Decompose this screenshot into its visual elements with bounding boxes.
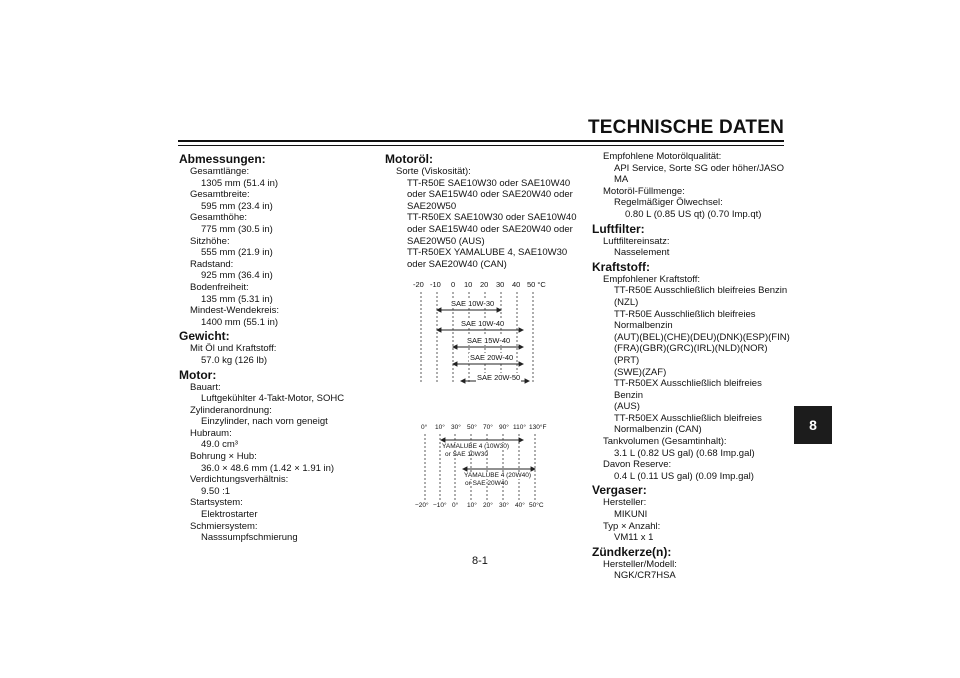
spec-value: 925 mm (36.4 in) [201,270,273,282]
spec-value: (FRA)(GBR)(GRC)(IRL)(NLD)(NOR)(PRT) [614,343,768,366]
spec-value: 0.80 L (0.85 US qt) (0.70 Imp.qt) [625,208,762,220]
spec-label: Bauart: [190,381,221,393]
spec-label: Bohrung × Hub: [190,451,257,463]
spec-value: (NZL) [614,296,639,308]
spec-value: Elektrostarter [201,509,258,521]
spec-label: Bodenfreiheit: [190,281,249,293]
spec-value: TT-R50EX YAMALUBE 4, SAE10W30 [407,247,568,259]
spec-value: Nasselement [614,247,670,259]
spec-label: Gesamtbreite: [190,189,250,201]
heading-abmessungen: Abmessungen: [179,152,266,166]
spec-value: VM11 x 1 [614,532,654,544]
spec-value: MA [614,174,629,186]
page-number: 8-1 [472,555,488,567]
tick-label-f: 30° [451,424,461,431]
spec-value: 36.0 × 48.6 mm (1.42 × 1.91 in) [201,462,335,474]
spec-value: 57.0 kg (126 lb) [201,354,268,366]
spec-value: 1400 mm (55.1 in) [201,316,279,328]
tick-label-c: 40° [515,502,525,509]
spec-value: 9.50 :1 [201,485,231,497]
header-rule-thin [178,145,784,146]
spec-value: oder SAE15W40 oder SAE20W40 oder [407,223,573,235]
tick-label-c: 30° [499,502,509,509]
heading-vergaser: Vergaser: [592,483,647,498]
spec-label: Verdichtungsverhältnis: [190,474,289,486]
spec-label: Luftfiltereinsatz: [603,235,670,247]
spec-value: (AUT)(BEL)(CHE)(DEU)(DNK)(ESP)(FIN) [614,331,790,343]
heading-gewicht: Gewicht: [179,329,230,344]
tick-label-f: 110° [513,424,526,431]
spec-sublabel: Regelmäßiger Ölwechsel: [614,197,723,209]
spec-value: SAE20W50 [407,200,457,212]
tick-label-c: −10° [433,502,447,509]
spec-value: Normalbenzin (CAN) [614,424,702,436]
spec-label: Empfohlene Motorölqualität: [603,151,722,162]
tick-label-f: 130°F [529,424,547,431]
spec-value: API Service, Sorte SG oder höher/JASO [614,162,785,174]
grade-label: SAE 20W-40 [470,353,514,362]
spec-value: 0.4 L (0.11 US gal) (0.09 Imp.gal) [614,470,754,482]
spec-value: MIKUNI [614,509,648,521]
spec-value: oder SAE20W40 (CAN) [407,258,507,270]
spec-label: Gesamthöhe: [190,212,248,224]
spec-label: Gesamtlänge: [190,166,250,177]
yamalube-diagram-lines [405,424,565,514]
spec-value: Normalbenzin [614,320,673,332]
tick-label-f: 0° [421,424,428,431]
tick-label: 10 [464,280,473,289]
spec-value: Einzylinder, nach vorn geneigt [201,416,328,428]
tick-label: 0 [451,280,456,289]
spec-value: Luftgekühlter 4-Takt-Motor, SOHC [201,393,345,405]
spec-label: Davon Reserve: [603,459,672,471]
tick-label-c: 10° [467,502,477,509]
spec-label: Empfohlener Kraftstoff: [603,273,700,285]
tick-label: 30 [496,280,505,289]
spec-label: Typ × Anzahl: [603,520,661,532]
grade-label: SAE 10W-30 [451,299,495,308]
spec-label: Motoröl-Füllmenge: [603,185,685,197]
tick-label: -10 [430,280,441,289]
spec-value: 595 mm (23.4 in) [201,200,273,212]
viscosity-diagram-lines [405,280,565,388]
spec-label: Schmiersystem: [190,520,258,532]
spec-label: Hersteller: [603,497,647,509]
tick-label-f: 50° [467,424,477,431]
spec-value: NGK/CR7HSA [614,570,676,582]
tick-label-f: 10° [435,424,445,431]
spec-value: TT-R50EX Ausschließlich bleifreies Benzin [614,378,762,401]
spec-value: Nasssumpfschmierung [201,532,298,544]
spec-value: (SWE)(ZAF) [614,366,667,378]
heading-kraftstoff: Kraftstoff: [592,259,650,274]
spec-label: Sorte (Viskosität): [396,166,471,177]
spec-value: 1305 mm (51.4 in) [201,177,279,189]
spec-value: 3.1 L (0.82 US gal) (0.68 Imp.gal) [614,447,755,459]
spec-value: 49.0 cm³ [201,439,238,451]
spec-label: Hersteller/Modell: [603,558,677,570]
grade-label: YAMALUBE 4 (20W40) [464,472,532,479]
viscosity-diagram-celsius [405,280,565,388]
spec-value: (AUS) [614,401,640,413]
tick-label-c: −20° [415,502,429,509]
grade-label: SAE 10W-40 [461,319,505,328]
spec-value: TT-R50EX Ausschließlich bleifreies [614,412,762,424]
spec-value: TT-R50E Ausschließlich bleifreies Benzin [614,285,788,297]
tick-label: 20 [480,280,489,289]
spec-value: SAE20W50 (AUS) [407,235,485,247]
viscosity-diagram-yamalube [405,424,565,514]
heading-zuendkerze: Zündkerze(n): [592,544,672,559]
spec-value: 555 mm (21.9 in) [201,247,273,259]
heading-luftfilter: Luftfilter: [592,221,645,236]
page-title: TECHNISCHE DATEN [587,117,784,138]
grade-label: SAE 20W-50 [477,373,521,382]
tick-label: 40 [512,280,521,289]
tick-label-c: 20° [483,502,493,509]
tick-label-c: 50°C [529,502,544,509]
column-3 [592,151,792,582]
spec-label: Hubraum: [190,427,232,439]
spec-label: Sitzhöhe: [190,235,230,247]
spec-label: Radstand: [190,258,234,270]
tick-label-c: 0° [452,502,459,509]
grade-label: or SAE 10W30 [445,451,488,458]
tick-label: 50 °C [527,280,546,289]
grade-label: YAMALUBE 4 (10W30) [442,443,510,450]
grade-label: or SAE 20W40 [465,480,508,487]
spec-label: Zylinderanordnung: [190,404,272,416]
tick-label-f: 90° [499,424,509,431]
spec-value: TT-R50E SAE10W30 oder SAE10W40 [407,177,571,189]
spec-value: TT-R50EX SAE10W30 oder SAE10W40 [407,212,577,224]
spec-value: 775 mm (30.5 in) [201,223,273,235]
grade-label: SAE 15W-40 [467,336,511,345]
spec-value: 135 mm (5.31 in) [201,293,273,305]
tick-label-f: 70° [483,424,493,431]
spec-value: oder SAE15W40 oder SAE20W40 oder [407,189,573,201]
heading-motoroel: Motoröl: [385,152,433,166]
spec-label: Mindest-Wendekreis: [190,305,280,317]
header-rule-thick [178,140,784,142]
heading-motor: Motor: [179,367,217,382]
tick-label: -20 [413,280,424,289]
spec-label: Startsystem: [190,497,243,509]
chapter-tab[interactable]: 8 [794,406,832,444]
column-2 [385,151,585,270]
spec-value: TT-R50E Ausschließlich bleifreies [614,308,756,320]
spec-label: Tankvolumen (Gesamtinhalt): [603,436,727,448]
column-1 [179,151,379,544]
spec-label: Mit Öl und Kraftstoff: [190,343,277,355]
